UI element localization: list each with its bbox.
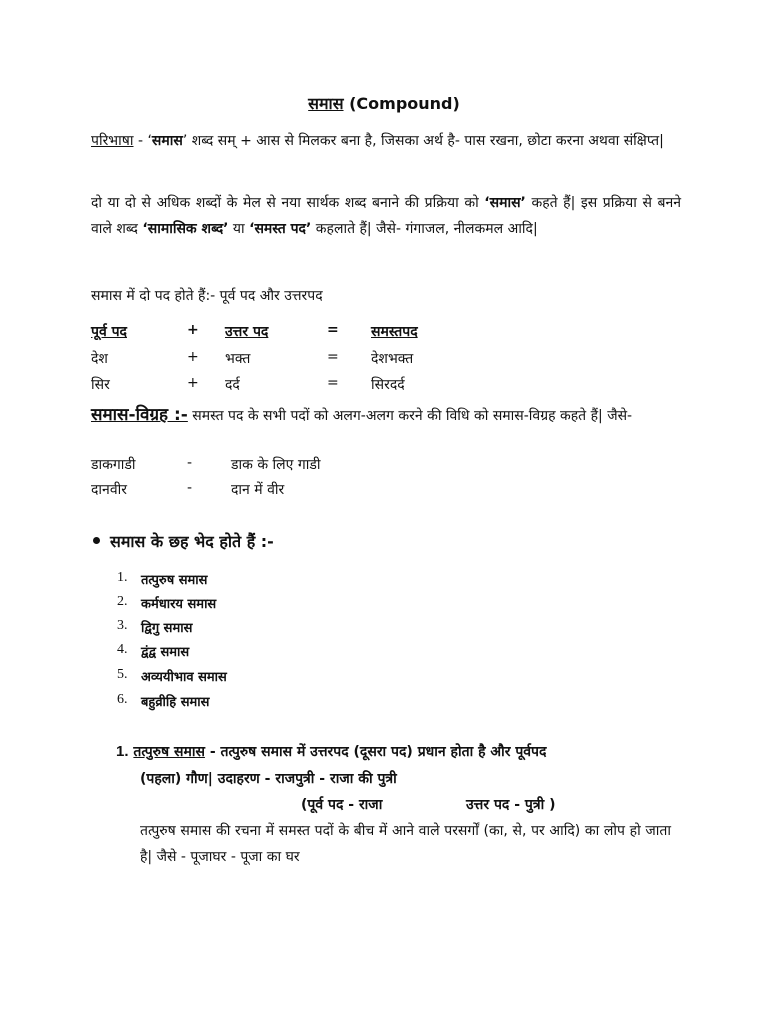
intro-text-2: कहते हैं| इस प्रक्रिया से बनने वाले शब्द bbox=[91, 195, 682, 237]
table-header: समस्तपद bbox=[371, 324, 418, 340]
section1-line3 bbox=[0, 795, 768, 819]
list-item bbox=[0, 618, 768, 640]
definition-label: परिभाषा bbox=[91, 133, 134, 149]
list-item bbox=[0, 594, 768, 616]
types-heading bbox=[93, 530, 274, 552]
list-item bbox=[0, 642, 768, 664]
vigrah-heading: समास-विग्रह :- bbox=[91, 405, 188, 425]
section1-number: 1. bbox=[116, 743, 129, 760]
table-row bbox=[0, 349, 768, 373]
example-dash: - bbox=[187, 480, 193, 496]
list-label: बहुव्रीहि समास bbox=[141, 695, 210, 710]
table-cell: सिर bbox=[91, 377, 110, 393]
section1-line1 bbox=[116, 742, 546, 761]
two-pad-line: समास में दो पद होते हैं:- पूर्व पद और उत्तरपद bbox=[91, 288, 323, 304]
title-hindi: समास bbox=[308, 94, 344, 113]
list-label: कर्मधारय समास bbox=[141, 597, 217, 612]
intro-paragraph bbox=[91, 190, 681, 242]
intro-bold-samast: ‘समस्त पद’ bbox=[249, 221, 312, 237]
section1-line1-text: - तत्पुरुष समास में उत्तरपद (दूसरा पद) प्रधान होता है और पूर्वपद bbox=[204, 744, 547, 760]
page-title bbox=[0, 92, 768, 114]
list-label: द्विगु समास bbox=[141, 621, 193, 636]
title-english: (Compound) bbox=[349, 94, 460, 113]
example-word: डाकगाडी bbox=[91, 457, 136, 473]
section1-uttar-pad: उत्तर पद - पुत्री ) bbox=[466, 797, 556, 813]
intro-text-1: दो या दो से अधिक शब्दों के मेल से नया सार्थक शब्द बनाने की प्रक्रिया को bbox=[91, 195, 485, 211]
table-cell: सिरदर्द bbox=[371, 377, 405, 393]
intro-bold-samas: ‘समास’ bbox=[484, 195, 526, 211]
vigrah-paragraph bbox=[91, 402, 681, 429]
table-cell: = bbox=[327, 375, 339, 391]
table-header: = bbox=[327, 322, 339, 338]
table-cell: भक्त bbox=[225, 351, 251, 367]
bullet-icon bbox=[93, 537, 100, 544]
table-cell: + bbox=[187, 375, 199, 391]
example-word: दानवीर bbox=[91, 482, 127, 498]
definition-dash: - ‘ bbox=[133, 133, 152, 149]
intro-text-3: या bbox=[228, 221, 250, 237]
table-cell: देशभक्त bbox=[371, 351, 414, 367]
intro-bold-samasik: ‘सामासिक शब्द’ bbox=[142, 221, 229, 237]
types-list bbox=[0, 570, 768, 720]
table-cell: देश bbox=[91, 351, 108, 367]
list-number: 6. bbox=[117, 692, 128, 707]
table-cell: दर्द bbox=[225, 377, 240, 393]
list-item bbox=[0, 692, 768, 714]
list-number: 1. bbox=[117, 570, 128, 585]
definition-paragraph bbox=[91, 128, 681, 154]
table-header: उत्तर पद bbox=[225, 324, 269, 340]
example-meaning: डाक के लिए गाडी bbox=[231, 457, 321, 473]
definition-bold-word: समास bbox=[151, 133, 183, 149]
list-label: द्वंद्व समास bbox=[141, 645, 190, 660]
section1-paragraph: तत्पुरुष समास की रचना में समस्त पदों के बीच में आने वाले परसर्गों (का, से, पर आदि) का लोप हो जाता है| जैसे - पूजाघर - पूजा का घर bbox=[140, 823, 671, 865]
example-meaning: दान में वीर bbox=[231, 482, 285, 498]
list-label: तत्पुरुष समास bbox=[141, 573, 208, 588]
table-header: पूर्व पद bbox=[91, 324, 127, 340]
intro-text-4: कहलाते हैं| जैसे- गंगाजल, नीलकमल आदि| bbox=[311, 221, 538, 237]
list-number: 4. bbox=[117, 642, 128, 657]
section1-line2: (पहला) गौण| उदाहरण - राजपुत्री - राजा की पुत्री bbox=[140, 771, 397, 787]
definition-text: ’ शब्द सम् + आस से मिलकर बना है, जिसका अर्थ है- पास रखना, छोटा करना अथवा संक्षिप्त| bbox=[182, 133, 664, 149]
table-cell: = bbox=[327, 349, 339, 365]
section1-purva-pad: (पूर्व पद - राजा bbox=[301, 797, 383, 813]
vigrah-text: समस्त पद के सभी पदों को अलग-अलग करने की विधि को समास-विग्रह कहते हैं| जैसे- bbox=[187, 408, 633, 424]
list-number: 3. bbox=[117, 618, 128, 633]
table-header: + bbox=[187, 322, 199, 338]
list-number: 2. bbox=[117, 594, 128, 609]
vigrah-example-row bbox=[0, 480, 768, 504]
example-dash: - bbox=[187, 455, 193, 471]
table-cell: + bbox=[187, 349, 199, 365]
section1-term: तत्पुरुष समास bbox=[133, 744, 205, 760]
list-number: 5. bbox=[117, 667, 128, 682]
table-header-row bbox=[0, 322, 768, 346]
vigrah-example-row bbox=[0, 455, 768, 479]
table-row bbox=[0, 375, 768, 399]
list-item bbox=[0, 667, 768, 689]
list-item bbox=[0, 570, 768, 592]
list-label: अव्ययीभाव समास bbox=[141, 670, 227, 685]
types-heading-text: समास के छह भेद होते हैं :- bbox=[110, 532, 274, 551]
